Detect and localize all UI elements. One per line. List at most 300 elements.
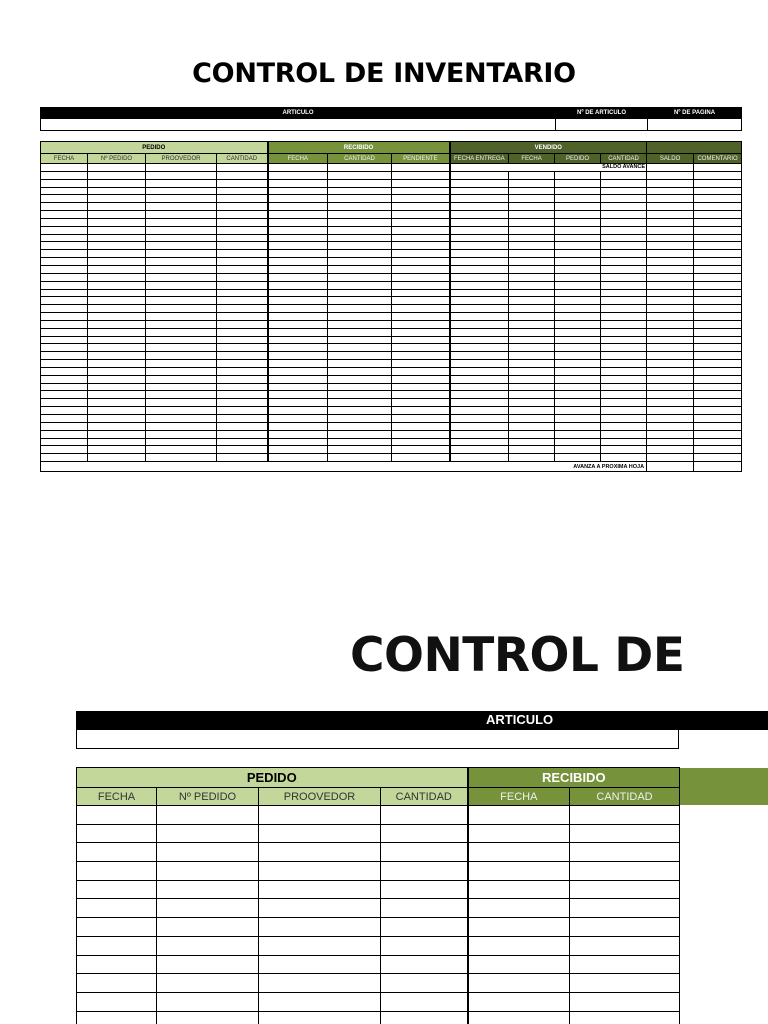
table-cell[interactable] bbox=[268, 336, 328, 344]
table-cell[interactable] bbox=[694, 313, 742, 321]
table-cell[interactable] bbox=[146, 320, 217, 328]
table-cell[interactable] bbox=[268, 265, 328, 273]
table-cell[interactable] bbox=[509, 281, 555, 289]
table-cell[interactable] bbox=[217, 195, 268, 203]
table-cell[interactable] bbox=[88, 415, 146, 423]
table-cell[interactable] bbox=[509, 407, 555, 415]
table-cell[interactable] bbox=[88, 360, 146, 368]
table-cell[interactable] bbox=[268, 164, 328, 172]
table-cell[interactable] bbox=[146, 265, 217, 273]
table-cell[interactable] bbox=[217, 226, 268, 234]
table-cell[interactable] bbox=[647, 258, 694, 266]
table-cell[interactable] bbox=[601, 242, 647, 250]
table-cell[interactable] bbox=[555, 430, 601, 438]
table-cell[interactable] bbox=[509, 328, 555, 336]
table-cell[interactable] bbox=[601, 281, 647, 289]
table-cell[interactable] bbox=[392, 360, 450, 368]
table-cell[interactable] bbox=[509, 454, 555, 462]
table-cell[interactable] bbox=[146, 297, 217, 305]
table-cell[interactable] bbox=[601, 446, 647, 454]
table-cell[interactable] bbox=[217, 438, 268, 446]
table-cell[interactable] bbox=[601, 430, 647, 438]
table-cell[interactable] bbox=[217, 383, 268, 391]
table-cell[interactable] bbox=[509, 297, 555, 305]
table-cell[interactable] bbox=[392, 407, 450, 415]
table-cell[interactable] bbox=[328, 281, 392, 289]
table-cell[interactable] bbox=[217, 399, 268, 407]
table-cell[interactable] bbox=[88, 305, 146, 313]
table-cell[interactable] bbox=[555, 273, 601, 281]
table-cell[interactable] bbox=[217, 305, 268, 313]
table-cell[interactable] bbox=[694, 258, 742, 266]
table-cell[interactable] bbox=[450, 265, 509, 273]
table-cell[interactable] bbox=[468, 862, 570, 881]
table-cell[interactable] bbox=[259, 824, 381, 843]
table-cell[interactable] bbox=[268, 234, 328, 242]
table-cell[interactable] bbox=[647, 195, 694, 203]
table-cell[interactable] bbox=[555, 383, 601, 391]
table-cell[interactable] bbox=[217, 234, 268, 242]
table-cell[interactable] bbox=[41, 375, 88, 383]
table-cell[interactable] bbox=[392, 218, 450, 226]
table-cell[interactable] bbox=[268, 454, 328, 462]
table-cell[interactable] bbox=[694, 171, 742, 179]
table-cell[interactable] bbox=[77, 862, 157, 881]
table-cell[interactable] bbox=[647, 430, 694, 438]
table-cell[interactable] bbox=[146, 195, 217, 203]
table-cell[interactable] bbox=[555, 375, 601, 383]
table-cell[interactable] bbox=[41, 234, 88, 242]
table-cell[interactable] bbox=[694, 375, 742, 383]
table-cell[interactable] bbox=[392, 203, 450, 211]
table-cell[interactable] bbox=[146, 203, 217, 211]
table-cell[interactable] bbox=[217, 203, 268, 211]
table-cell[interactable] bbox=[217, 242, 268, 250]
table-cell[interactable] bbox=[259, 899, 381, 918]
table-cell[interactable] bbox=[555, 250, 601, 258]
table-cell[interactable] bbox=[217, 297, 268, 305]
table-cell[interactable] bbox=[647, 328, 694, 336]
n-pagina-field[interactable] bbox=[648, 119, 742, 131]
table-cell[interactable] bbox=[268, 430, 328, 438]
table-cell[interactable] bbox=[217, 430, 268, 438]
table-cell[interactable] bbox=[450, 203, 509, 211]
table-cell[interactable] bbox=[392, 313, 450, 321]
table-cell[interactable] bbox=[450, 305, 509, 313]
table-cell[interactable] bbox=[392, 344, 450, 352]
table-cell[interactable] bbox=[381, 1011, 468, 1024]
table-cell[interactable] bbox=[694, 320, 742, 328]
table-cell[interactable] bbox=[328, 454, 392, 462]
table-cell[interactable] bbox=[647, 250, 694, 258]
table-cell[interactable] bbox=[259, 974, 381, 993]
table-cell[interactable] bbox=[392, 391, 450, 399]
table-cell[interactable] bbox=[88, 344, 146, 352]
table-cell[interactable] bbox=[88, 250, 146, 258]
table-cell[interactable] bbox=[509, 234, 555, 242]
table-cell[interactable] bbox=[146, 360, 217, 368]
table-cell[interactable] bbox=[217, 415, 268, 423]
table-cell[interactable] bbox=[88, 218, 146, 226]
table-cell[interactable] bbox=[647, 367, 694, 375]
table-cell[interactable] bbox=[217, 313, 268, 321]
table-cell[interactable] bbox=[146, 375, 217, 383]
table-cell[interactable] bbox=[450, 171, 509, 179]
table-cell[interactable] bbox=[647, 391, 694, 399]
table-cell[interactable] bbox=[450, 415, 509, 423]
table-cell[interactable] bbox=[328, 352, 392, 360]
table-cell[interactable] bbox=[392, 438, 450, 446]
table-cell[interactable] bbox=[146, 454, 217, 462]
table-cell[interactable] bbox=[555, 211, 601, 219]
table-cell[interactable] bbox=[468, 1011, 570, 1024]
table-cell[interactable] bbox=[555, 360, 601, 368]
table-cell[interactable] bbox=[392, 289, 450, 297]
table-cell[interactable] bbox=[555, 289, 601, 297]
table-cell[interactable] bbox=[392, 320, 450, 328]
table-cell[interactable] bbox=[146, 344, 217, 352]
table-cell[interactable] bbox=[328, 375, 392, 383]
table-cell[interactable] bbox=[392, 297, 450, 305]
table-cell[interactable] bbox=[601, 203, 647, 211]
table-cell[interactable] bbox=[392, 305, 450, 313]
table-cell[interactable] bbox=[328, 446, 392, 454]
table-cell[interactable] bbox=[509, 226, 555, 234]
table-cell[interactable] bbox=[509, 336, 555, 344]
table-cell[interactable] bbox=[392, 383, 450, 391]
table-cell[interactable] bbox=[647, 289, 694, 297]
table-cell[interactable] bbox=[88, 273, 146, 281]
table-cell[interactable] bbox=[88, 203, 146, 211]
table-cell[interactable] bbox=[217, 211, 268, 219]
table-cell[interactable] bbox=[146, 273, 217, 281]
table-cell[interactable] bbox=[509, 242, 555, 250]
table-cell[interactable] bbox=[468, 806, 570, 825]
table-cell[interactable] bbox=[601, 179, 647, 187]
table-cell[interactable] bbox=[694, 422, 742, 430]
table-cell[interactable] bbox=[146, 367, 217, 375]
table-cell[interactable] bbox=[601, 438, 647, 446]
table-cell[interactable] bbox=[509, 195, 555, 203]
table-cell[interactable] bbox=[328, 218, 392, 226]
table-cell[interactable] bbox=[647, 234, 694, 242]
table-cell[interactable] bbox=[41, 281, 88, 289]
table-cell[interactable] bbox=[450, 375, 509, 383]
table-cell[interactable] bbox=[601, 218, 647, 226]
table-cell[interactable] bbox=[268, 211, 328, 219]
table-cell[interactable] bbox=[601, 313, 647, 321]
table-cell[interactable] bbox=[601, 258, 647, 266]
table-cell[interactable] bbox=[268, 195, 328, 203]
table-cell[interactable] bbox=[509, 422, 555, 430]
table-cell[interactable] bbox=[41, 415, 88, 423]
table-cell[interactable] bbox=[509, 399, 555, 407]
table-cell[interactable] bbox=[41, 383, 88, 391]
table-cell[interactable] bbox=[41, 265, 88, 273]
table-cell[interactable] bbox=[570, 862, 680, 881]
table-cell[interactable] bbox=[555, 446, 601, 454]
table-cell[interactable] bbox=[392, 234, 450, 242]
table-cell[interactable] bbox=[268, 171, 328, 179]
table-cell[interactable] bbox=[41, 218, 88, 226]
table-cell[interactable] bbox=[77, 843, 157, 862]
table-cell[interactable] bbox=[41, 179, 88, 187]
table-cell[interactable] bbox=[450, 297, 509, 305]
table-cell[interactable] bbox=[555, 407, 601, 415]
table-cell[interactable] bbox=[694, 430, 742, 438]
table-cell[interactable] bbox=[392, 211, 450, 219]
table-cell[interactable] bbox=[217, 446, 268, 454]
table-cell[interactable] bbox=[268, 422, 328, 430]
table-cell[interactable] bbox=[88, 226, 146, 234]
table-cell[interactable] bbox=[450, 273, 509, 281]
table-cell[interactable] bbox=[647, 211, 694, 219]
table-cell[interactable] bbox=[268, 289, 328, 297]
table-cell[interactable] bbox=[601, 399, 647, 407]
table-cell[interactable] bbox=[146, 289, 217, 297]
table-cell[interactable] bbox=[509, 265, 555, 273]
table-cell[interactable] bbox=[328, 407, 392, 415]
table-cell[interactable] bbox=[392, 352, 450, 360]
table-cell[interactable] bbox=[217, 328, 268, 336]
table-cell[interactable] bbox=[555, 281, 601, 289]
table-cell[interactable] bbox=[392, 273, 450, 281]
table-cell[interactable] bbox=[509, 187, 555, 195]
table-cell[interactable] bbox=[157, 1011, 259, 1024]
table-cell[interactable] bbox=[268, 352, 328, 360]
table-cell[interactable] bbox=[694, 218, 742, 226]
table-cell[interactable] bbox=[392, 336, 450, 344]
table-cell[interactable] bbox=[601, 352, 647, 360]
table-cell[interactable] bbox=[41, 226, 88, 234]
table-cell[interactable] bbox=[88, 352, 146, 360]
table-cell[interactable] bbox=[88, 289, 146, 297]
table-cell[interactable] bbox=[328, 367, 392, 375]
table-cell[interactable] bbox=[217, 320, 268, 328]
table-cell[interactable] bbox=[555, 218, 601, 226]
table-cell[interactable] bbox=[647, 171, 694, 179]
table-cell[interactable] bbox=[694, 297, 742, 305]
table-cell[interactable] bbox=[392, 250, 450, 258]
table-cell[interactable] bbox=[146, 171, 217, 179]
table-cell[interactable] bbox=[268, 179, 328, 187]
table-cell[interactable] bbox=[217, 391, 268, 399]
table-cell[interactable] bbox=[570, 918, 680, 937]
table-cell[interactable] bbox=[77, 1011, 157, 1024]
table-cell[interactable] bbox=[217, 187, 268, 195]
table-cell[interactable] bbox=[217, 360, 268, 368]
table-cell[interactable] bbox=[694, 360, 742, 368]
table-cell[interactable] bbox=[392, 164, 450, 172]
table-cell[interactable] bbox=[146, 305, 217, 313]
table-cell[interactable] bbox=[328, 320, 392, 328]
table-cell[interactable] bbox=[392, 281, 450, 289]
table-cell[interactable] bbox=[450, 336, 509, 344]
table-cell[interactable] bbox=[259, 806, 381, 825]
table-cell[interactable] bbox=[450, 313, 509, 321]
table-cell[interactable] bbox=[392, 399, 450, 407]
table-cell[interactable] bbox=[268, 438, 328, 446]
table-cell[interactable] bbox=[268, 226, 328, 234]
table-cell[interactable] bbox=[555, 187, 601, 195]
table-cell[interactable] bbox=[146, 352, 217, 360]
table-cell[interactable] bbox=[268, 391, 328, 399]
table-cell[interactable] bbox=[647, 399, 694, 407]
table-cell[interactable] bbox=[509, 375, 555, 383]
table-cell[interactable] bbox=[268, 313, 328, 321]
table-cell[interactable] bbox=[392, 195, 450, 203]
table-cell[interactable] bbox=[555, 226, 601, 234]
table-cell[interactable] bbox=[450, 454, 509, 462]
table-cell[interactable] bbox=[647, 352, 694, 360]
table-cell[interactable] bbox=[601, 234, 647, 242]
table-cell[interactable] bbox=[328, 164, 392, 172]
table-cell[interactable] bbox=[146, 415, 217, 423]
table-cell[interactable] bbox=[328, 422, 392, 430]
table-cell[interactable] bbox=[268, 328, 328, 336]
table-cell[interactable] bbox=[77, 992, 157, 1011]
table-cell[interactable] bbox=[77, 974, 157, 993]
table-cell[interactable] bbox=[601, 305, 647, 313]
table-cell[interactable] bbox=[601, 297, 647, 305]
table-cell[interactable] bbox=[555, 234, 601, 242]
table-cell[interactable] bbox=[77, 806, 157, 825]
table-cell[interactable] bbox=[88, 328, 146, 336]
table-cell[interactable] bbox=[450, 352, 509, 360]
table-cell[interactable] bbox=[328, 242, 392, 250]
table-cell[interactable] bbox=[601, 265, 647, 273]
table-cell[interactable] bbox=[647, 383, 694, 391]
table-cell[interactable] bbox=[268, 258, 328, 266]
table-cell[interactable] bbox=[217, 344, 268, 352]
table-cell[interactable] bbox=[328, 305, 392, 313]
table-cell[interactable] bbox=[268, 320, 328, 328]
table-cell[interactable] bbox=[694, 336, 742, 344]
table-cell[interactable] bbox=[601, 226, 647, 234]
table-cell[interactable] bbox=[41, 250, 88, 258]
table-cell[interactable] bbox=[381, 992, 468, 1011]
table-cell[interactable] bbox=[555, 313, 601, 321]
table-cell[interactable] bbox=[41, 289, 88, 297]
table-cell[interactable] bbox=[601, 367, 647, 375]
table-cell[interactable] bbox=[392, 258, 450, 266]
table-cell[interactable] bbox=[450, 250, 509, 258]
table-cell[interactable] bbox=[694, 399, 742, 407]
table-cell[interactable] bbox=[328, 415, 392, 423]
table-cell[interactable] bbox=[217, 289, 268, 297]
table-cell[interactable] bbox=[601, 344, 647, 352]
table-cell[interactable] bbox=[77, 955, 157, 974]
table-cell[interactable] bbox=[601, 171, 647, 179]
table-cell[interactable] bbox=[77, 918, 157, 937]
table-cell[interactable] bbox=[450, 367, 509, 375]
table-cell[interactable] bbox=[41, 336, 88, 344]
table-cell[interactable] bbox=[694, 203, 742, 211]
table-cell[interactable] bbox=[694, 234, 742, 242]
table-cell[interactable] bbox=[328, 438, 392, 446]
table-cell[interactable] bbox=[328, 430, 392, 438]
table-cell[interactable] bbox=[570, 974, 680, 993]
table-cell[interactable] bbox=[570, 880, 680, 899]
table-cell[interactable] bbox=[146, 313, 217, 321]
table-cell[interactable] bbox=[694, 454, 742, 462]
table-cell[interactable] bbox=[509, 391, 555, 399]
table-cell[interactable] bbox=[146, 211, 217, 219]
table-cell[interactable] bbox=[694, 164, 742, 172]
table-cell[interactable] bbox=[146, 407, 217, 415]
table-cell[interactable] bbox=[694, 438, 742, 446]
table-cell[interactable] bbox=[146, 422, 217, 430]
table-cell[interactable] bbox=[601, 360, 647, 368]
table-cell[interactable] bbox=[268, 242, 328, 250]
table-cell[interactable] bbox=[157, 974, 259, 993]
table-cell[interactable] bbox=[694, 195, 742, 203]
table-cell[interactable] bbox=[328, 391, 392, 399]
table-cell[interactable] bbox=[392, 226, 450, 234]
table-cell[interactable] bbox=[259, 880, 381, 899]
table-cell[interactable] bbox=[555, 391, 601, 399]
zoomed-articulo-field[interactable] bbox=[76, 730, 679, 749]
table-cell[interactable] bbox=[468, 992, 570, 1011]
table-cell[interactable] bbox=[509, 344, 555, 352]
table-cell[interactable] bbox=[694, 211, 742, 219]
table-cell[interactable] bbox=[41, 422, 88, 430]
table-cell[interactable] bbox=[88, 391, 146, 399]
table-cell[interactable] bbox=[157, 843, 259, 862]
table-cell[interactable] bbox=[509, 203, 555, 211]
table-cell[interactable] bbox=[146, 399, 217, 407]
table-cell[interactable] bbox=[570, 843, 680, 862]
table-cell[interactable] bbox=[217, 375, 268, 383]
table-cell[interactable] bbox=[268, 281, 328, 289]
table-cell[interactable] bbox=[450, 234, 509, 242]
table-cell[interactable] bbox=[268, 218, 328, 226]
table-cell[interactable] bbox=[146, 391, 217, 399]
table-cell[interactable] bbox=[450, 399, 509, 407]
table-cell[interactable] bbox=[694, 462, 742, 472]
table-cell[interactable] bbox=[217, 407, 268, 415]
table-cell[interactable] bbox=[468, 936, 570, 955]
table-cell[interactable] bbox=[509, 218, 555, 226]
table-cell[interactable] bbox=[88, 407, 146, 415]
table-cell[interactable] bbox=[88, 336, 146, 344]
table-cell[interactable] bbox=[647, 320, 694, 328]
table-cell[interactable] bbox=[468, 899, 570, 918]
table-cell[interactable] bbox=[509, 446, 555, 454]
table-cell[interactable] bbox=[157, 936, 259, 955]
table-cell[interactable] bbox=[268, 360, 328, 368]
table-cell[interactable] bbox=[217, 164, 268, 172]
table-cell[interactable] bbox=[146, 328, 217, 336]
table-cell[interactable] bbox=[392, 171, 450, 179]
table-cell[interactable] bbox=[146, 281, 217, 289]
table-cell[interactable] bbox=[450, 187, 509, 195]
table-cell[interactable] bbox=[41, 430, 88, 438]
table-cell[interactable] bbox=[268, 305, 328, 313]
table-cell[interactable] bbox=[392, 454, 450, 462]
table-cell[interactable] bbox=[450, 226, 509, 234]
table-cell[interactable] bbox=[647, 242, 694, 250]
table-cell[interactable] bbox=[694, 344, 742, 352]
table-cell[interactable] bbox=[268, 203, 328, 211]
table-cell[interactable] bbox=[146, 446, 217, 454]
table-cell[interactable] bbox=[381, 880, 468, 899]
table-cell[interactable] bbox=[509, 250, 555, 258]
table-cell[interactable] bbox=[41, 454, 88, 462]
table-cell[interactable] bbox=[41, 391, 88, 399]
table-cell[interactable] bbox=[647, 305, 694, 313]
table-cell[interactable] bbox=[88, 164, 146, 172]
